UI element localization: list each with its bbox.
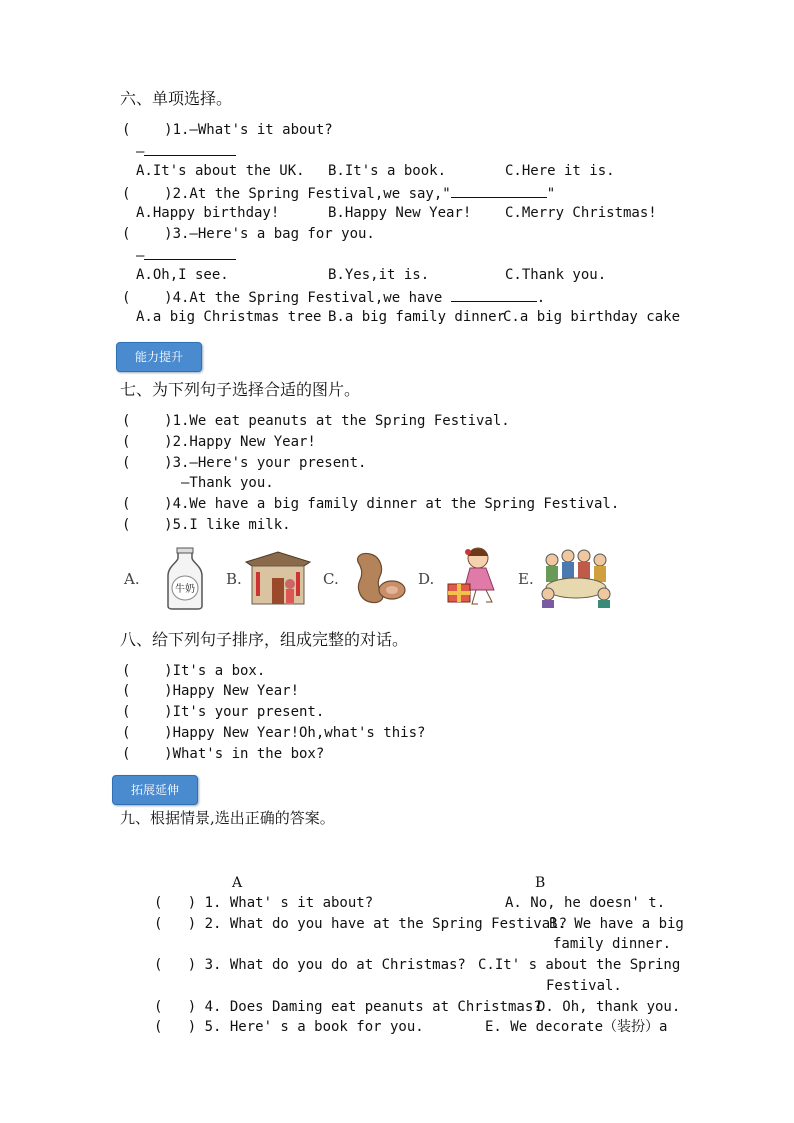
badge-extension: 拓展延伸	[112, 775, 198, 805]
match-right-c-cont: Festival.	[546, 978, 622, 994]
option-6-2-c: C.Merry Christmas!	[505, 205, 657, 221]
answer-blank[interactable]	[451, 289, 537, 302]
q2-text: ( )2.At the Spring Festival,we say,"	[122, 186, 451, 202]
match-right-d: D. Oh, thank you.	[537, 999, 681, 1015]
question-6-4	[122, 289, 545, 305]
section9-title: 九、根据情景,选出正确的答案。	[120, 809, 335, 827]
match-left-1: ( ) 1. What' s it about?	[154, 895, 374, 911]
option-6-3-a: A.Oh,I see.	[136, 267, 229, 283]
answer-blank[interactable]	[451, 185, 547, 198]
picture-label-d: D.	[418, 570, 435, 588]
question-6-1: ( )1.—What's it about?	[122, 122, 333, 138]
option-6-1-c: C.Here it is.	[505, 163, 615, 179]
option-6-3-c: C.Thank you.	[505, 267, 607, 283]
question-6-3: ( )3.—Here's a bag for you.	[122, 226, 375, 242]
dialogue-line-3: ( )It's your present.	[122, 704, 325, 720]
column-a-header: A	[232, 875, 243, 891]
match-left-3: ( ) 3. What do you do at Christmas?	[154, 957, 466, 973]
dialogue-line-5: ( )What's in the box?	[122, 746, 325, 762]
sentence-7-4: ( )4.We have a big family dinner at the Spring Festival.	[122, 496, 620, 512]
option-6-2-a: A.Happy birthday!	[136, 205, 280, 221]
sentence-7-3-reply: —Thank you.	[122, 475, 274, 491]
dash: —	[136, 144, 145, 160]
match-right-c: C.It' s about the Spring	[478, 957, 681, 973]
dialogue-line-4: ( )Happy New Year!Oh,what's this?	[122, 725, 426, 741]
option-6-4-b: B.a big family dinner	[328, 309, 506, 325]
match-left-2: ( ) 2. What do you have at the Spring Festival?	[154, 916, 568, 932]
option-6-1-b: B.It's a book.	[328, 163, 447, 179]
option-6-4-a: A.a big Christmas tree	[136, 309, 322, 325]
q4-text: ( )4.At the Spring Festival,we have	[122, 290, 451, 306]
match-right-e: E. We decorate（装扮）a	[485, 1019, 668, 1035]
sentence-7-5: ( )5.I like milk.	[122, 517, 291, 533]
badge-ability: 能力提升	[116, 342, 202, 372]
dash: —	[136, 248, 145, 264]
new-year-house-picture	[242, 548, 314, 608]
sentence-7-2: ( )2.Happy New Year!	[122, 434, 316, 450]
sentence-7-3: ( )3.—Here's your present.	[122, 455, 367, 471]
section7-title: 七、为下列句子选择合适的图片。	[120, 380, 361, 399]
q4-period: .	[536, 290, 546, 306]
dialogue-line-1: ( )It's a box.	[122, 663, 266, 679]
option-6-3-b: B.Yes,it is.	[328, 267, 430, 283]
match-left-5: ( ) 5. Here' s a book for you.	[154, 1019, 424, 1035]
picture-label-c: C.	[323, 570, 339, 588]
match-left-4: ( ) 4. Does Daming eat peanuts at Christmas?	[154, 999, 542, 1015]
match-right-b: B. We have a big	[549, 916, 684, 932]
answer-blank[interactable]	[144, 247, 236, 260]
option-6-4-c: C.a big birthday cake	[503, 309, 681, 325]
match-right-a: A. No, he doesn' t.	[505, 895, 666, 911]
picture-label-a: A.	[124, 570, 140, 588]
milk-bottle-picture	[160, 546, 210, 610]
section6-title: 六、单项选择。	[120, 89, 233, 108]
answer-blank[interactable]	[144, 143, 236, 156]
family-dinner-picture	[538, 546, 614, 608]
answer-line-6-3	[136, 247, 236, 263]
column-b-header: B	[535, 875, 546, 891]
girl-present-picture	[442, 544, 508, 610]
option-6-1-a: A.It's about the UK.	[136, 163, 305, 179]
peanuts-picture	[348, 550, 408, 606]
q2-close-quote: "	[546, 186, 556, 202]
dialogue-line-2: ( )Happy New Year!	[122, 683, 300, 699]
picture-label-b: B.	[226, 570, 242, 588]
sentence-7-1: ( )1.We eat peanuts at the Spring Festival.	[122, 413, 510, 429]
section8-title: 八、给下列句子排序，组成完整的对话。	[120, 630, 409, 649]
milk-label: 牛奶	[175, 584, 195, 595]
question-6-2	[122, 185, 555, 201]
answer-line-6-1	[136, 143, 236, 159]
picture-label-e: E.	[518, 570, 534, 588]
match-right-b-cont: family dinner.	[553, 936, 672, 952]
option-6-2-b: B.Happy New Year!	[328, 205, 472, 221]
